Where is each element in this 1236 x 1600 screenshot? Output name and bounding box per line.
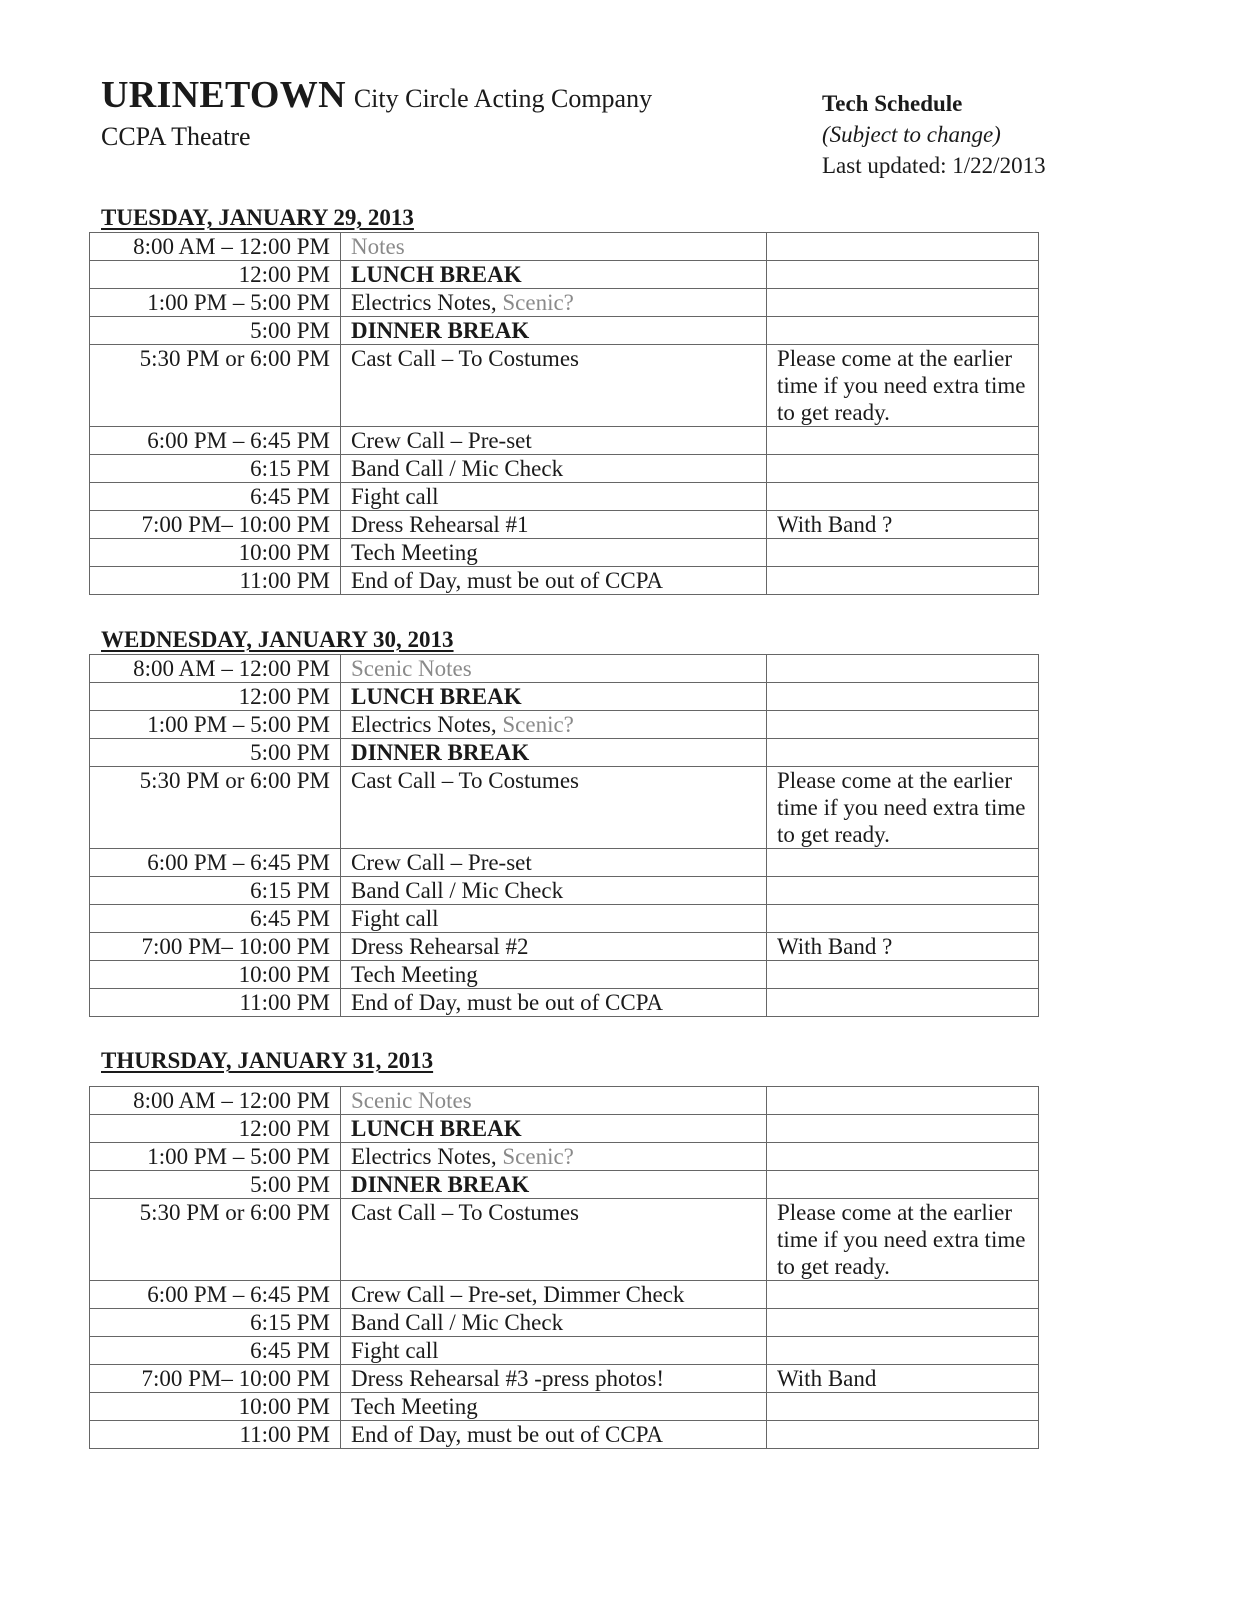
note-cell [767, 1393, 1039, 1421]
note-cell [767, 961, 1039, 989]
activity-text: Cast Call – To Costumes [351, 1200, 579, 1225]
company-name: City Circle Acting Company [353, 84, 653, 113]
activity-text: End of Day, must be out of CCPA [351, 1422, 663, 1447]
activity-text: LUNCH BREAK [351, 1116, 522, 1141]
activity-text: Crew Call – Pre-set [351, 850, 532, 875]
note-cell: Please come at the earlier time if you need extra time to get ready. [767, 767, 1039, 849]
schedule-row [90, 1115, 1039, 1143]
activity-text: DINNER BREAK [351, 1172, 530, 1197]
activity-cell [341, 1143, 767, 1171]
schedule-row [90, 961, 1039, 989]
time-cell: 5:30 PM or 6:00 PM [90, 1199, 341, 1281]
time-cell: 10:00 PM [90, 539, 341, 567]
day-title-wednesday: WEDNESDAY, JANUARY 30, 2013 [101, 627, 454, 652]
tentative-activity-text: Notes [351, 234, 405, 259]
note-cell [767, 877, 1039, 905]
time-cell: 12:00 PM [90, 683, 341, 711]
schedule-row [90, 539, 1039, 567]
note-cell [767, 1309, 1039, 1337]
schedule-row [90, 483, 1039, 511]
time-cell: 6:00 PM – 6:45 PM [90, 849, 341, 877]
note-cell [767, 455, 1039, 483]
time-cell: 1:00 PM – 5:00 PM [90, 711, 341, 739]
time-cell: 6:15 PM [90, 455, 341, 483]
time-cell: 5:00 PM [90, 317, 341, 345]
schedule-row [90, 1337, 1039, 1365]
activity-text: Tech Meeting [351, 962, 478, 987]
schedule-row [90, 683, 1039, 711]
time-cell: 11:00 PM [90, 1421, 341, 1449]
schedule-row [90, 1199, 1039, 1281]
activity-text: End of Day, must be out of CCPA [351, 990, 663, 1015]
activity-text: Electrics Notes, [351, 712, 497, 737]
schedule-row [90, 655, 1039, 683]
activity-cell [341, 933, 767, 961]
activity-cell [341, 233, 767, 261]
note-cell [767, 567, 1039, 595]
activity-cell [341, 261, 767, 289]
note-cell [767, 317, 1039, 345]
time-cell: 6:45 PM [90, 905, 341, 933]
schedule-row [90, 1365, 1039, 1393]
note-cell [767, 905, 1039, 933]
schedule-row [90, 317, 1039, 345]
tentative-activity-text: Scenic? [502, 1144, 574, 1169]
note-cell: Please come at the earlier time if you need extra time to get ready. [767, 345, 1039, 427]
note-cell [767, 233, 1039, 261]
schedule-row [90, 739, 1039, 767]
time-cell: 7:00 PM– 10:00 PM [90, 1365, 341, 1393]
activity-cell [341, 849, 767, 877]
tentative-activity-text: Scenic? [502, 290, 574, 315]
note-cell: With Band ? [767, 933, 1039, 961]
schedule-row [90, 289, 1039, 317]
activity-text: Crew Call – Pre-set, Dimmer Check [351, 1282, 685, 1307]
note-cell [767, 1143, 1039, 1171]
activity-cell [341, 739, 767, 767]
activity-cell [341, 1309, 767, 1337]
time-cell: 11:00 PM [90, 989, 341, 1017]
activity-cell [341, 1393, 767, 1421]
schedule-table-thursday [89, 1086, 1039, 1449]
note-cell [767, 739, 1039, 767]
time-cell: 1:00 PM – 5:00 PM [90, 1143, 341, 1171]
schedule-table-wednesday [89, 654, 1039, 1017]
activity-cell [341, 989, 767, 1017]
activity-cell [341, 711, 767, 739]
time-cell: 1:00 PM – 5:00 PM [90, 289, 341, 317]
schedule-row [90, 427, 1039, 455]
activity-text: Band Call / Mic Check [351, 1310, 564, 1335]
note-cell [767, 1281, 1039, 1309]
note-cell [767, 989, 1039, 1017]
schedule-row [90, 233, 1039, 261]
schedule-row [90, 905, 1039, 933]
activity-text: LUNCH BREAK [351, 262, 522, 287]
activity-cell [341, 483, 767, 511]
activity-cell [341, 961, 767, 989]
activity-cell [341, 1365, 767, 1393]
note-cell [767, 289, 1039, 317]
schedule-row [90, 933, 1039, 961]
activity-text: DINNER BREAK [351, 740, 530, 765]
activity-cell [341, 655, 767, 683]
activity-cell [341, 289, 767, 317]
schedule-row [90, 711, 1039, 739]
schedule-table-tuesday [89, 232, 1039, 595]
activity-text: Fight call [351, 906, 439, 931]
note-cell: With Band ? [767, 511, 1039, 539]
activity-text: Tech Meeting [351, 540, 478, 565]
schedule-row [90, 261, 1039, 289]
activity-cell [341, 455, 767, 483]
time-cell: 5:30 PM or 6:00 PM [90, 345, 341, 427]
activity-text: Cast Call – To Costumes [351, 346, 579, 371]
activity-text: Band Call / Mic Check [351, 456, 564, 481]
note-cell [767, 655, 1039, 683]
note-cell [767, 849, 1039, 877]
schedule-row [90, 455, 1039, 483]
activity-cell [341, 1115, 767, 1143]
activity-text: LUNCH BREAK [351, 684, 522, 709]
day-title-tuesday: TUESDAY, JANUARY 29, 2013 [101, 205, 414, 230]
document-header [101, 76, 652, 152]
activity-text: Crew Call – Pre-set [351, 428, 532, 453]
note-cell [767, 539, 1039, 567]
activity-cell [341, 1421, 767, 1449]
activity-cell [341, 539, 767, 567]
activity-cell [341, 683, 767, 711]
note-cell [767, 261, 1039, 289]
activity-cell [341, 317, 767, 345]
time-cell: 6:45 PM [90, 483, 341, 511]
note-cell: With Band [767, 1365, 1039, 1393]
schedule-row [90, 1281, 1039, 1309]
time-cell: 12:00 PM [90, 1115, 341, 1143]
schedule-row [90, 1171, 1039, 1199]
last-updated: Last updated: 1/22/2013 [822, 153, 1046, 178]
time-cell: 12:00 PM [90, 261, 341, 289]
time-cell: 8:00 AM – 12:00 PM [90, 1087, 341, 1115]
time-cell: 5:00 PM [90, 739, 341, 767]
time-cell: 6:15 PM [90, 877, 341, 905]
time-cell: 6:15 PM [90, 1309, 341, 1337]
time-cell: 10:00 PM [90, 961, 341, 989]
show-title: URINETOWN [101, 74, 346, 116]
activity-text: End of Day, must be out of CCPA [351, 568, 663, 593]
activity-text: DINNER BREAK [351, 318, 530, 343]
schedule-row [90, 1143, 1039, 1171]
activity-text: Electrics Notes, [351, 290, 497, 315]
time-cell: 7:00 PM– 10:00 PM [90, 511, 341, 539]
day-title-thursday: THURSDAY, JANUARY 31, 2013 [101, 1048, 434, 1073]
note-cell [767, 1421, 1039, 1449]
schedule-row [90, 1421, 1039, 1449]
schedule-row [90, 1393, 1039, 1421]
activity-cell [341, 1337, 767, 1365]
activity-text: Tech Meeting [351, 1394, 478, 1419]
activity-cell [341, 567, 767, 595]
time-cell: 8:00 AM – 12:00 PM [90, 655, 341, 683]
time-cell: 11:00 PM [90, 567, 341, 595]
activity-text: Dress Rehearsal #2 [351, 934, 529, 959]
activity-text: Fight call [351, 484, 439, 509]
subject-to-change: (Subject to change) [822, 122, 1001, 147]
time-cell: 6:00 PM – 6:45 PM [90, 427, 341, 455]
schedule-row [90, 1309, 1039, 1337]
activity-cell [341, 1199, 767, 1281]
note-cell [767, 1337, 1039, 1365]
activity-cell [341, 345, 767, 427]
schedule-row [90, 567, 1039, 595]
note-cell: Please come at the earlier time if you need extra time to get ready. [767, 1199, 1039, 1281]
venue-name: CCPA Theatre [101, 122, 251, 151]
schedule-row [90, 1087, 1039, 1115]
activity-cell [341, 1171, 767, 1199]
activity-text: Electrics Notes, [351, 1144, 497, 1169]
activity-cell [341, 511, 767, 539]
time-cell: 10:00 PM [90, 1393, 341, 1421]
activity-cell [341, 1281, 767, 1309]
time-cell: 6:00 PM – 6:45 PM [90, 1281, 341, 1309]
activity-text: Cast Call – To Costumes [351, 768, 579, 793]
note-cell [767, 483, 1039, 511]
activity-cell [341, 1087, 767, 1115]
schedule-info [822, 88, 1046, 181]
schedule-row [90, 511, 1039, 539]
activity-cell [341, 767, 767, 849]
note-cell [767, 683, 1039, 711]
activity-cell [341, 877, 767, 905]
time-cell: 8:00 AM – 12:00 PM [90, 233, 341, 261]
time-cell: 6:45 PM [90, 1337, 341, 1365]
activity-cell [341, 427, 767, 455]
tentative-activity-text: Scenic Notes [351, 656, 472, 681]
time-cell: 5:30 PM or 6:00 PM [90, 767, 341, 849]
activity-cell [341, 905, 767, 933]
note-cell [767, 1087, 1039, 1115]
schedule-row [90, 345, 1039, 427]
schedule-row [90, 767, 1039, 849]
time-cell: 7:00 PM– 10:00 PM [90, 933, 341, 961]
activity-text: Dress Rehearsal #3 -press photos! [351, 1366, 664, 1391]
tentative-activity-text: Scenic? [502, 712, 574, 737]
activity-text: Band Call / Mic Check [351, 878, 564, 903]
schedule-row [90, 877, 1039, 905]
schedule-title: Tech Schedule [822, 91, 963, 116]
note-cell [767, 711, 1039, 739]
note-cell [767, 427, 1039, 455]
note-cell [767, 1171, 1039, 1199]
schedule-row [90, 989, 1039, 1017]
tentative-activity-text: Scenic Notes [351, 1088, 472, 1113]
schedule-row [90, 849, 1039, 877]
activity-text: Dress Rehearsal #1 [351, 512, 529, 537]
title-line [101, 76, 652, 114]
activity-text: Fight call [351, 1338, 439, 1363]
time-cell: 5:00 PM [90, 1171, 341, 1199]
note-cell [767, 1115, 1039, 1143]
